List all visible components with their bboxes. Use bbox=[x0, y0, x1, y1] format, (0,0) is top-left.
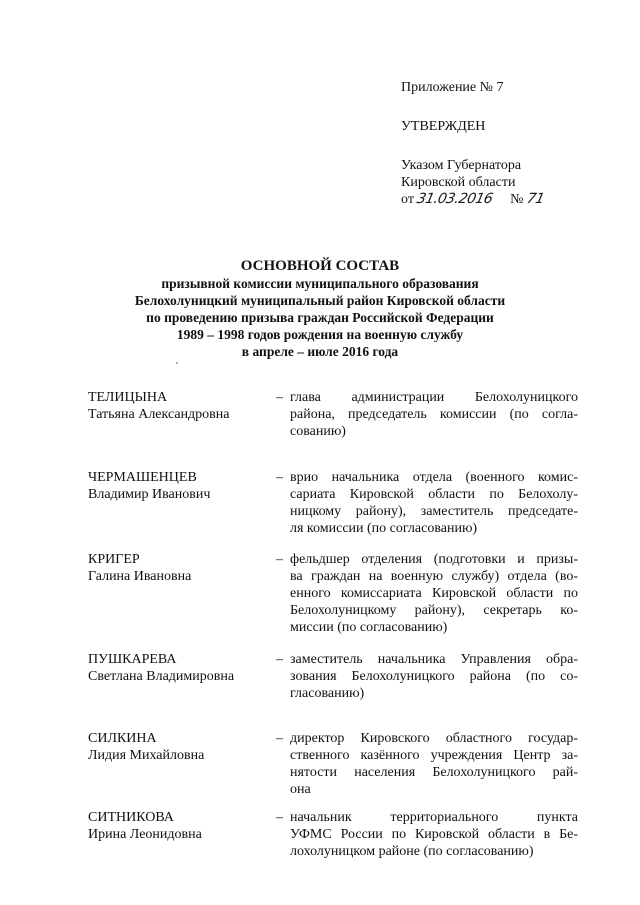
member-given-name: Владимир Иванович bbox=[88, 487, 211, 502]
number-label: № bbox=[510, 192, 524, 207]
member-name bbox=[88, 389, 273, 423]
member-name bbox=[88, 809, 273, 843]
member-surname: ЧЕРМАШЕНЦЕВ bbox=[88, 470, 197, 485]
member-surname: СИЛКИНА bbox=[88, 731, 157, 746]
member-dash: – bbox=[276, 810, 283, 825]
role-line: Белохолуницкому району), секретарь ко- bbox=[290, 603, 578, 618]
role-line: миссии (по согласованию) bbox=[290, 620, 448, 635]
member-role bbox=[290, 730, 578, 798]
handwritten-date: 31.03.2016 bbox=[415, 191, 495, 207]
member-role bbox=[290, 469, 578, 537]
role-line: ственного казённого учреждения Центр за- bbox=[290, 748, 578, 763]
role-line: зования Белохолуницкого района (по со- bbox=[290, 669, 578, 684]
decree-line-2: Кировской области bbox=[401, 175, 516, 190]
member-surname: ПУШКАРЕВА bbox=[88, 652, 177, 667]
member-dash: – bbox=[276, 731, 283, 746]
role-line: сариата Кировской области по Белохолу- bbox=[290, 487, 578, 502]
role-line: ля комиссии (по согласованию) bbox=[290, 521, 478, 536]
role-line: врио начальника отдела (военного комис- bbox=[290, 470, 578, 485]
member-dash: – bbox=[276, 470, 283, 485]
document-title bbox=[100, 257, 540, 360]
title-line-2: Белохолуницкий муниципальный район Кировской области bbox=[134, 293, 506, 308]
role-line: она bbox=[290, 782, 311, 797]
role-line: района, председатель комиссии (по согла- bbox=[290, 407, 578, 422]
role-line bbox=[290, 389, 578, 406]
member-given-name: Татьяна Александровна bbox=[88, 407, 230, 422]
appendix-label: Приложение № 7 bbox=[401, 80, 504, 95]
role-word: глава bbox=[290, 390, 321, 405]
title-line-3: по проведению призыва граждан Российской Федерации bbox=[146, 310, 494, 325]
role-line: сованию) bbox=[290, 424, 346, 439]
member-surname: КРИГЕР bbox=[88, 552, 140, 567]
title-line-4: 1989 – 1998 годов рождения на военную службу bbox=[176, 327, 464, 342]
role-word: Белохолуницкого bbox=[474, 390, 578, 405]
member-role bbox=[290, 651, 578, 702]
role-line: ва граждан на военную службу) отдела (во- bbox=[290, 569, 578, 584]
scan-speck bbox=[176, 362, 178, 364]
decree-date-row bbox=[401, 191, 616, 208]
member-dash: – bbox=[276, 390, 283, 405]
approved-label: УТВЕРЖДЕН bbox=[401, 119, 486, 134]
role-line: заместитель начальника Управления обра- bbox=[290, 652, 578, 667]
role-word: администрации bbox=[351, 390, 445, 405]
member-name bbox=[88, 651, 273, 685]
member-name bbox=[88, 551, 273, 585]
role-line: енного комиссариата Кировской области по bbox=[290, 586, 578, 601]
role-line: УФМС России по Кировской области в Бе- bbox=[290, 827, 578, 842]
title-main: ОСНОВНОЙ СОСТАВ bbox=[240, 258, 400, 274]
member-dash: – bbox=[276, 552, 283, 567]
member-name bbox=[88, 469, 273, 503]
member-role bbox=[290, 809, 578, 860]
member-role bbox=[290, 389, 578, 440]
member-role bbox=[290, 551, 578, 636]
role-word: территориального bbox=[390, 810, 499, 825]
role-line bbox=[290, 809, 578, 826]
member-dash: – bbox=[276, 652, 283, 667]
member-given-name: Ирина Леонидовна bbox=[88, 827, 202, 842]
role-line: гласованию) bbox=[290, 686, 365, 701]
member-given-name: Лидия Михайловна bbox=[88, 748, 205, 763]
member-name bbox=[88, 730, 273, 764]
title-line-5: в апреле – июле 2016 года bbox=[241, 344, 399, 359]
approval-block bbox=[401, 79, 616, 208]
role-line: лохолуницком районе (по согласованию) bbox=[290, 844, 534, 859]
role-line: директор Кировского областного государ- bbox=[290, 731, 578, 746]
member-given-name: Светлана Владимировна bbox=[88, 669, 235, 684]
role-line: ницкому району), заместитель председате- bbox=[290, 504, 578, 519]
role-word: начальник bbox=[290, 810, 352, 825]
member-surname: СИТНИКОВА bbox=[88, 810, 174, 825]
role-line: фельдшер отделения (подготовки и призы- bbox=[290, 552, 578, 567]
handwritten-number: 71 bbox=[525, 191, 546, 207]
title-line-1: призывной комиссии муниципального образования bbox=[161, 276, 479, 291]
decree-line-1: Указом Губернатора bbox=[401, 158, 522, 173]
member-given-name: Галина Ивановна bbox=[88, 569, 192, 584]
date-prefix: от bbox=[401, 192, 414, 207]
member-surname: ТЕЛИЦЫНА bbox=[88, 390, 168, 405]
role-line: нятости населения Белохолуницкого рай- bbox=[290, 765, 578, 780]
role-word: пункта bbox=[536, 810, 578, 825]
